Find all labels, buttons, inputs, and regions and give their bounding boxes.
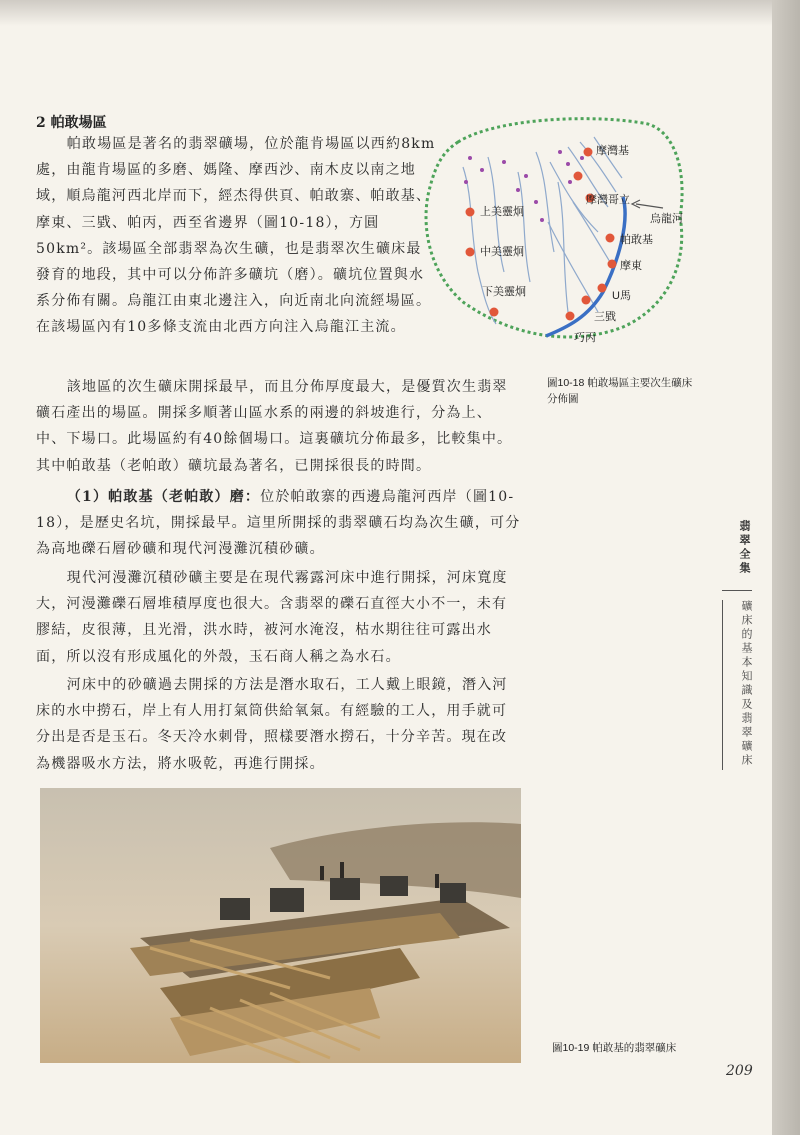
small-site	[568, 180, 572, 184]
small-site	[468, 156, 472, 160]
map-label: 下美靈炯	[482, 286, 526, 298]
mine-dot	[466, 248, 475, 257]
mine-dot	[490, 308, 499, 317]
section-heading: 2 帕敢場區	[36, 115, 107, 131]
mine-dot	[608, 260, 617, 269]
map-label: 帕敢基	[620, 234, 653, 246]
paragraph-3	[36, 484, 522, 563]
map-label: 中美靈炯	[480, 246, 524, 258]
scan-shadow	[0, 0, 772, 26]
small-site	[534, 200, 538, 204]
map-label: 摩灣哥立	[586, 194, 630, 206]
mine-dot	[574, 172, 583, 181]
map-label: 三戥	[594, 311, 616, 323]
small-site	[516, 188, 520, 192]
map-label: U馬	[612, 290, 631, 302]
mine-photo	[40, 788, 521, 1063]
paragraph-1: 帕敢場區是著名的翡翠礦場，位於龍肯場區以西約8km處，由龍肯場區的多磨、媽隆、摩西沙、南木皮以南之地域，順烏龍河西北岸而下，經杰得供頁、帕敢寨、帕敢基、摩東、三戥、帕丙，西至省邊界（圖10-18），方圓50km²。該場區全部翡翠為次生礦，也是翡翠次生礦床最發育的地段，其中可以分佈許多礦坑（磨）。礦坑位置與水系分佈有關。烏龍江由東北邊注入，向近南北向流經場區。在該場區內有10多條支流由北西方向注入烏龍江主流。	[36, 136, 436, 336]
mine-dot	[566, 312, 575, 321]
photo-caption: 圖10-19 帕敢基的翡翠礦床	[552, 1042, 677, 1054]
page-edge	[772, 0, 800, 1135]
mine-dot	[598, 284, 607, 293]
map-label: 摩東	[620, 260, 642, 272]
mine-dot	[582, 296, 591, 305]
map-labels	[480, 143, 683, 344]
small-site	[480, 168, 484, 172]
small-site	[566, 162, 570, 166]
map-label: 烏龍河	[650, 213, 683, 225]
sidebar-rule	[722, 590, 752, 591]
mine-distribution-map	[418, 112, 696, 348]
paragraph-5: 河床中的砂礦過去開採的方法是潛水取石，工人戴上眼鏡，潛入河床的水中撈石，岸上有人用打氣筒供給氧氣。有經驗的工人，用手就可分出是否是玉石。冬天冷水刺骨，照樣要潛水撈石，十分辛苦。現在改為機器吸水方法，將水吸乾，再進行開採。	[36, 677, 508, 772]
sidebar-rule-vertical	[722, 600, 723, 770]
mine-dot	[584, 148, 593, 157]
paragraph-3-lead: （1）帕敢基（老帕敢）磨：	[66, 489, 261, 505]
map-boundary	[426, 119, 682, 337]
paragraph-2: 該地區的次生礦床開採最早，而且分佈厚度最大，是優質次生翡翠礦石產出的場區。開採多順著山區水系的兩邊的斜坡進行，分為上、中、下場口。此場區約有40餘個場口。這裏礦坑分佈最多，比較集中。其中帕敢基（老帕敢）礦坑最為著名，已開採很長的時間。	[36, 379, 513, 474]
mine-dot	[606, 234, 615, 243]
map-label: 摩灣基	[596, 145, 629, 157]
sidebar-subtitle: 礦床的基本知識及翡翠礦床	[740, 600, 753, 768]
mine-dot	[466, 208, 475, 217]
paragraph-3-body: 位於帕敢寨的西邊烏龍河西岸（圖10-18），是歷史名坑，開採最早。這里所開採的翡翠礦石均為次生礦，可分為高地礫石層砂礦和現代河漫灘沉積砂礦。	[36, 489, 521, 558]
sidebar-title: 翡翠全集	[738, 520, 751, 576]
page-number: 209	[726, 1063, 753, 1079]
map-label: 巧丙	[574, 332, 596, 344]
map-label: 上美靈炯	[480, 206, 524, 218]
paragraph-4: 現代河漫灘沉積砂礦主要是在現代霧露河床中進行開採，河床寬度大，河漫灘礫石層堆積厚度也很大。含翡翠的礫石直徑大小不一，未有膠結，皮很薄，且光滑，洪水時，被河水淹沒，枯水期往往可露出水面，所以沒有形成風化的外殼，玉石商人稱之為水石。	[36, 570, 508, 665]
small-site	[558, 150, 562, 154]
map-caption: 圖10-18 帕敢場區主要次生礦床分佈圖	[547, 377, 693, 405]
small-site	[464, 180, 468, 184]
small-site	[524, 174, 528, 178]
small-site	[580, 156, 584, 160]
small-site	[540, 218, 544, 222]
small-site	[502, 160, 506, 164]
